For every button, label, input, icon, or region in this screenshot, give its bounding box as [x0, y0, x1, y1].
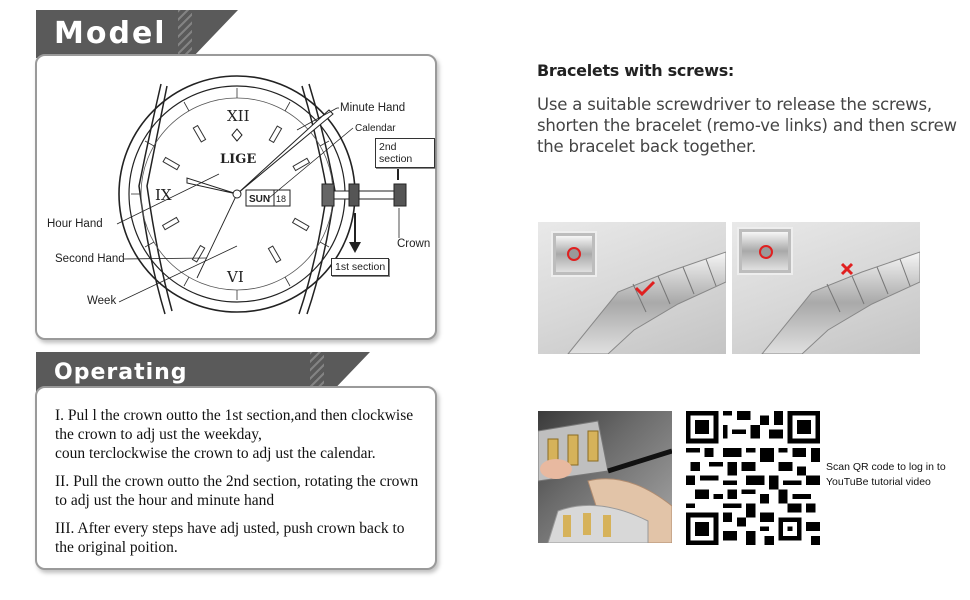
week-label: Week [87, 295, 117, 307]
bracelet-body-line-1: Use a suitable screwdriver to release the screws, [537, 95, 932, 114]
instructions-panel [35, 386, 437, 570]
bracelet-links-drawing [538, 222, 726, 354]
second-hand-label: Second Hand [55, 253, 125, 265]
step-2-line-1: II. Pull the crown outto the 2nd section, rotating the crown [55, 473, 419, 490]
qr-caption [826, 460, 946, 490]
second-section-label: 2nd section [375, 138, 435, 168]
bracelet-photo-incorrect [732, 222, 920, 354]
first-section-label: 1st section [331, 258, 389, 276]
numeral-nine: IX [155, 186, 172, 204]
step-1 [55, 406, 430, 463]
step-3-line-1: III. After every steps have adj usted, push crown back to [55, 520, 405, 537]
hour-hand-label: Hour Hand [47, 218, 103, 230]
numeral-twelve: XII [227, 107, 250, 125]
model-banner [36, 10, 192, 58]
tool-drawing [538, 411, 672, 543]
qr-caption-line-2: YouTuBe tutorial video [826, 476, 931, 488]
minute-hand-label: Minute Hand [340, 102, 406, 114]
bracelet-body [537, 94, 957, 157]
numeral-six: VI [227, 268, 244, 286]
crown-label: Crown [397, 238, 431, 250]
bracelet-links-drawing [732, 222, 920, 354]
date-window: 18 [276, 194, 287, 204]
brand-logo: LIGE [220, 152, 257, 167]
step-2 [55, 472, 430, 510]
cross-mark-icon [842, 264, 852, 274]
operating-title: Operating [54, 360, 188, 385]
calendar-label: Calendar [355, 123, 396, 134]
qr-caption-line-1: Scan QR code to log in to [826, 461, 946, 473]
step-1-line-1: I. Pul l the crown outto the 1st section,and then clockwise [55, 407, 414, 424]
bracelet-body-line-2: shorten the bracelet (remo-ve links) and then screw [537, 116, 957, 135]
qr-code[interactable] [686, 411, 820, 545]
step-3-line-2: the original poition. [55, 539, 178, 556]
model-title: Model [54, 16, 167, 51]
bracelet-heading: Bracelets with screws: [537, 61, 735, 80]
bracelet-tool-photo [538, 411, 672, 543]
step-1-line-2: the crown to adj ust the weekday, [55, 426, 262, 443]
step-3 [55, 519, 430, 557]
qr-code-icon [686, 411, 820, 545]
step-2-line-2: to adj ust the hour and minute hand [55, 492, 275, 509]
bracelet-photo-correct [538, 222, 726, 354]
step-1-line-3: coun terclockwise the crown to adj ust the calendar. [55, 445, 376, 462]
bracelet-body-line-3: the bracelet back together. [537, 137, 757, 156]
day-window: SUN [249, 194, 271, 205]
watch-diagram-panel [35, 54, 437, 340]
